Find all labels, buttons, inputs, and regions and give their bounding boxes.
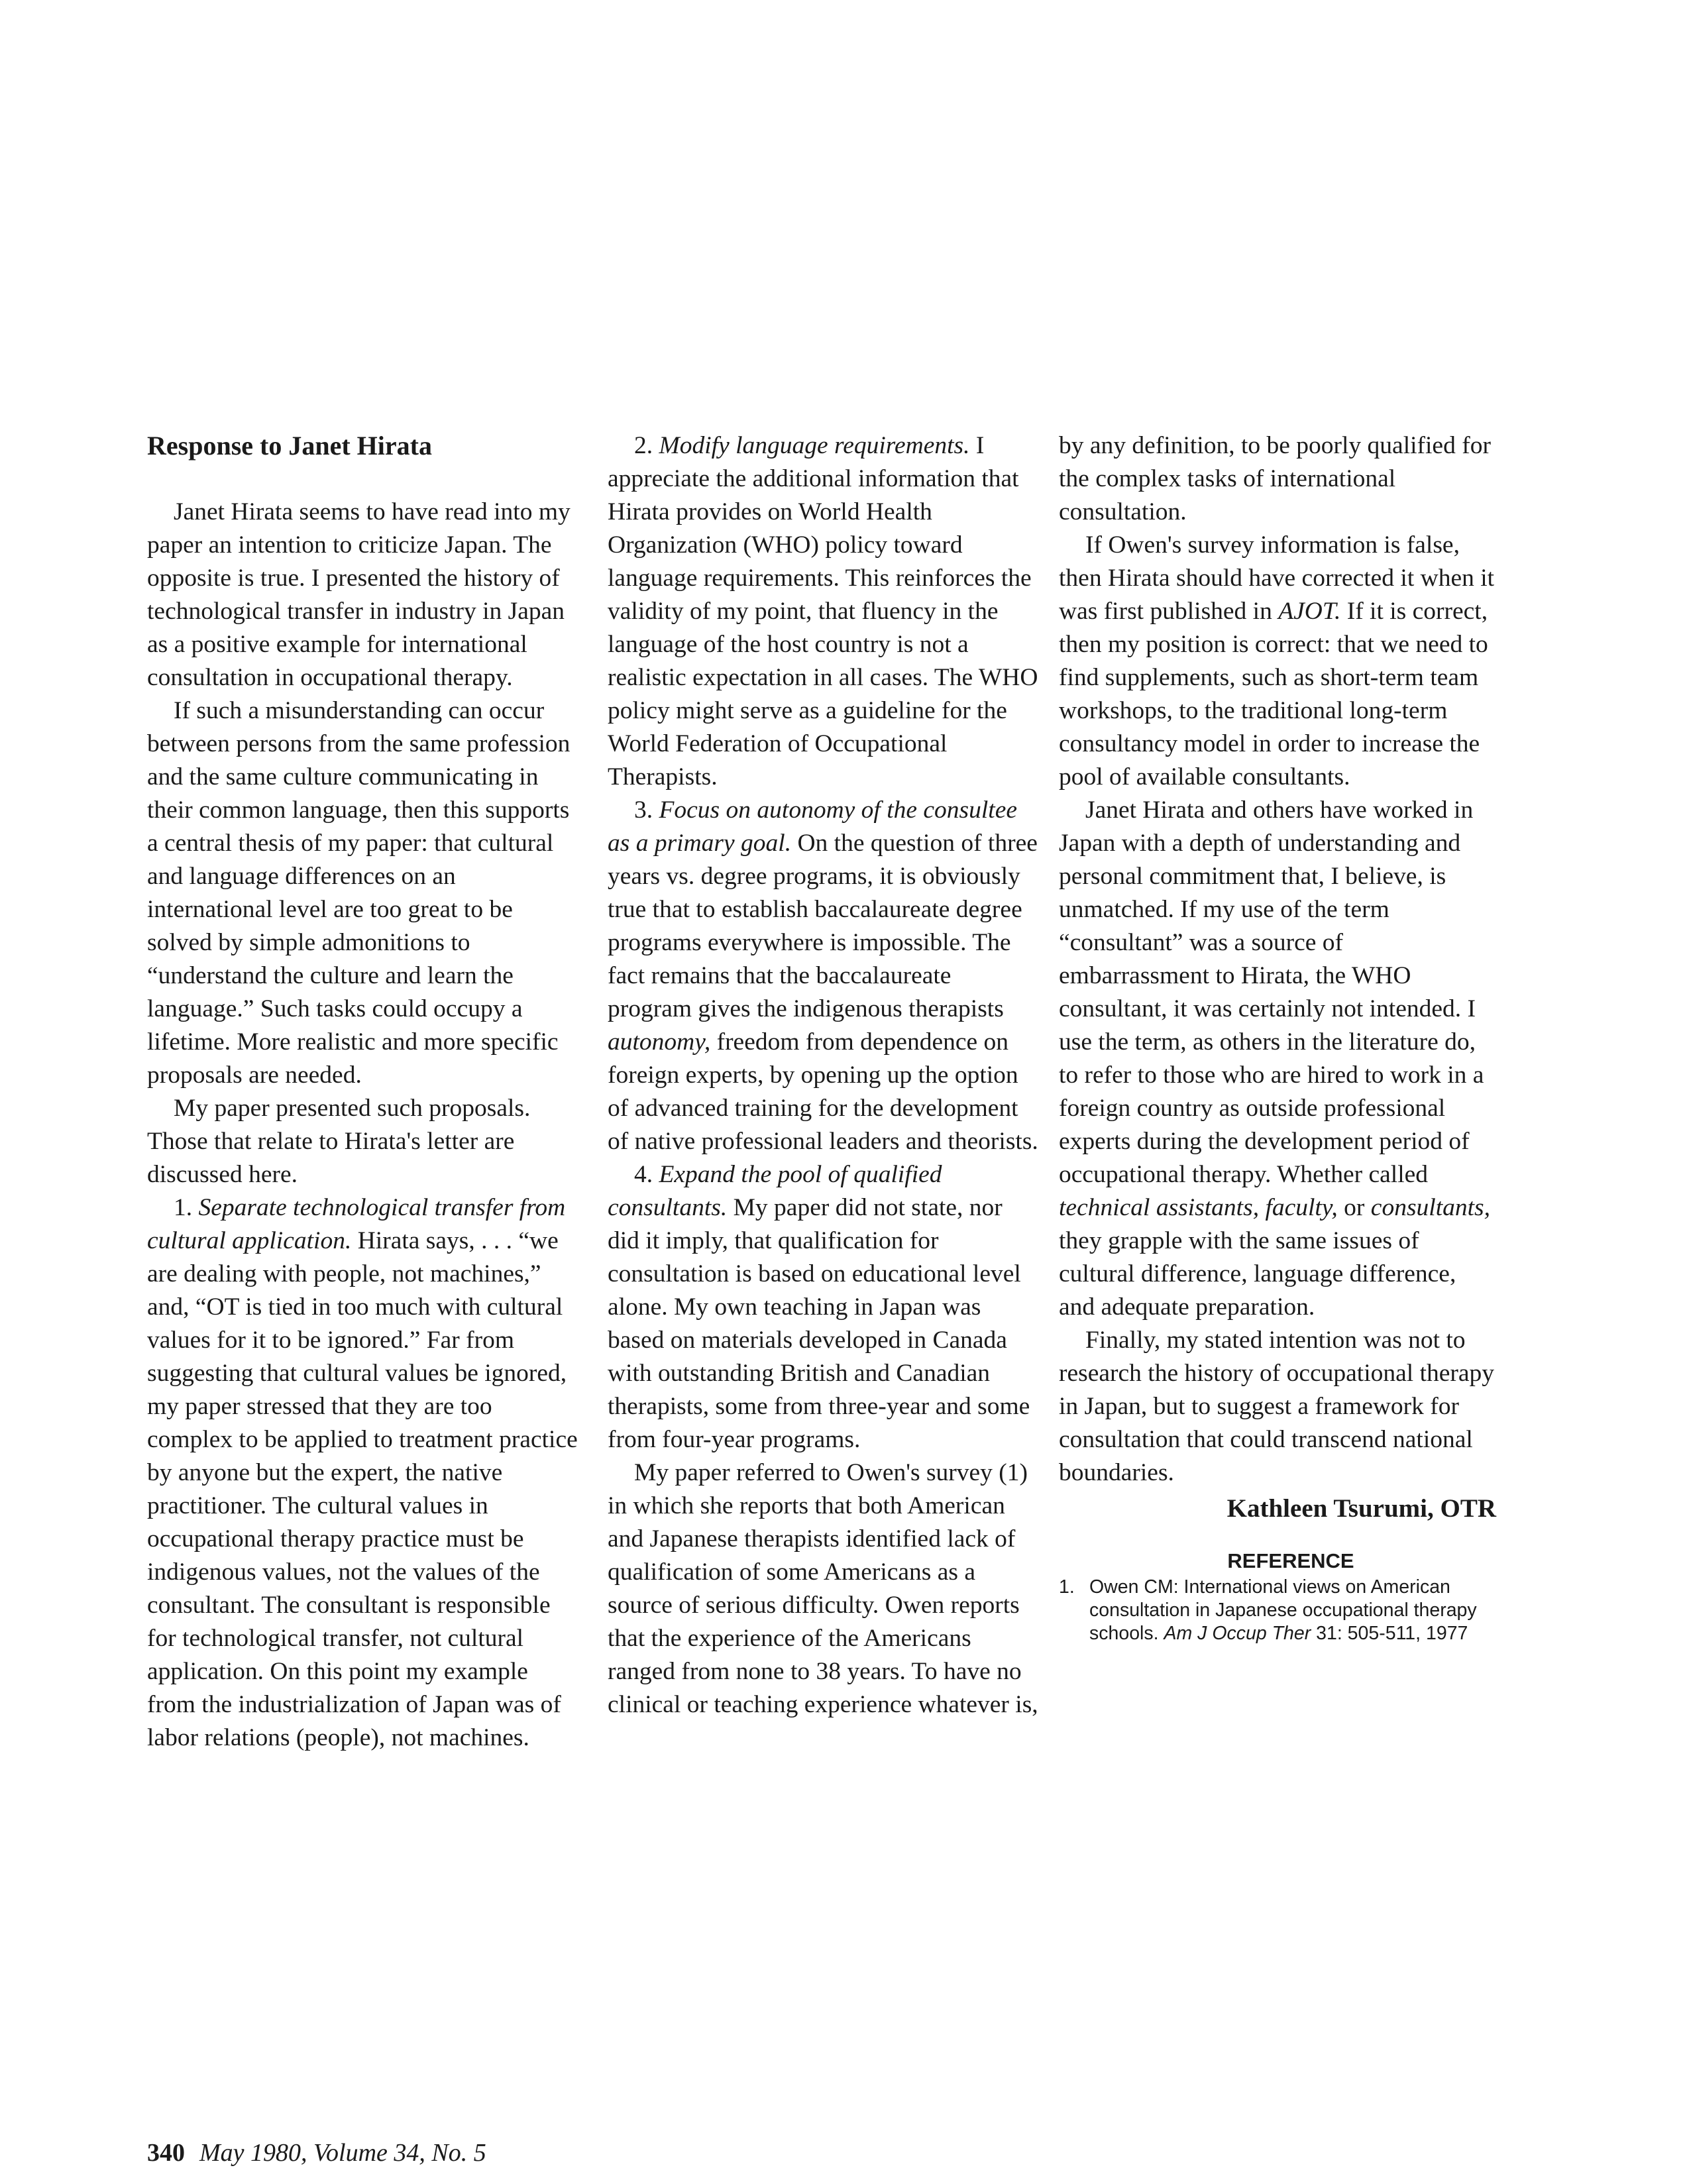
author-signature: Kathleen Tsurumi, OTR xyxy=(1226,1494,1496,1523)
emphasis: autonomy, xyxy=(608,1028,711,1056)
paragraph: Finally, my stated intention was not to research the history of occupational therapy in Japan, but to suggest a framework for consultation that could transcend national boundaries. xyxy=(1059,1327,1495,1486)
paragraph: My paper referred to Owen's survey (1) in which she reports that both American and Japanese therapists identified lack of qualification of some Americans as a source of serious difficulty. Owen reports that the experience of the Americans ranged from none to 38 years. To have no clinical or teaching experience whatever is, xyxy=(608,1459,1038,1718)
point-body: freedom from dependence on foreign experts, by opening up the option of advanced training for the development of native professional leaders and theorists. xyxy=(608,1028,1038,1155)
reference-item xyxy=(1059,1576,1496,1645)
paragraph: My paper presented such proposals. Those that relate to Hirata's letter are discussed here. xyxy=(147,1095,531,1188)
column-3 xyxy=(1059,429,1496,1645)
point-number: 4. xyxy=(634,1161,653,1188)
point-title: Modify language requirements. xyxy=(659,432,970,459)
emphasis: consultants, xyxy=(1370,1194,1491,1221)
point-title: Focus on autonomy of the consultee as a primary goal. xyxy=(608,796,1018,857)
reference-heading: REFERENCE xyxy=(1227,1549,1354,1572)
point-title: Expand the pool of qualified consultants. xyxy=(608,1161,942,1221)
point-number: 1. xyxy=(174,1194,193,1221)
column-2 xyxy=(608,429,1038,1721)
page-footer xyxy=(147,2138,486,2168)
emphasis: technical assistants, faculty, xyxy=(1059,1194,1338,1221)
point-body: On the question of three years vs. degree programs, it is obviously true that to establish baccalaureate degree programs everywhere is impossible. The fact remains that the baccalaureate program gives the indigenous therapists xyxy=(608,830,1038,1022)
paragraph-point-3 xyxy=(608,794,1038,1158)
paragraph: If Owen's survey information is false, then Hirata should have corrected it when it was first published in AJOT. If it is correct, then my position is correct: that we need to find supplements, such as short-term team workshops, to the traditional long-term consultancy model in order to increase the pool of available consultants. xyxy=(1059,531,1495,791)
reference-journal: Am J Occup Ther xyxy=(1164,1623,1311,1644)
point-body: I appreciate the additional information that Hirata provides on World Health Organization (WHO) policy toward language requirements. This reinforces the validity of my point, that fluency in the language of the host country is not a realistic expectation in all cases. The WHO policy might serve as a guideline for the World Federation of Occupational Therapists. xyxy=(608,432,1038,791)
point-number: 3. xyxy=(634,796,653,824)
paragraph: by any definition, to be poorly qualified for the complex tasks of international consultation. xyxy=(1059,432,1491,525)
point-body: My paper did not state, nor did it imply, that qualification for consultation is based on educational level alone. My own teaching in Japan was based on materials developed in Canada with outstanding British and Canadian therapists, some from three-year and some from four-year programs. xyxy=(608,1194,1030,1453)
page-number: 340 xyxy=(147,2139,185,2167)
journal-abbrev: AJOT. xyxy=(1278,598,1341,625)
point-body: Hirata says, . . . “we are dealing with people, not machines,” and, “OT is tied in too much with cultural values for it to be ignored.” Far from suggesting that cultural values be ignored, my paper stressed that they are too complex to be applied to treatment practice by anyone but the expert, the native practitioner. The cultural values in occupational therapy practice must be indigenous values, not the values of the consultant. The consultant is responsible for technological transfer, not cultural application. On this point my example from the industrialization of Japan was of labor relations (people), not machines. xyxy=(147,1227,578,1751)
paragraph-point-4 xyxy=(608,1158,1038,1456)
column-1 xyxy=(147,429,578,1755)
paragraph: Janet Hirata seems to have read into my paper an intention to criticize Japan. The opposite is true. I presented the history of technological transfer in industry in Japan as a positive example for international consultation in occupational therapy. xyxy=(147,498,571,691)
reference-text: Owen CM: International views on American consultation in Japanese occupational therapy schools. Am J Occup Ther 31: 505-511, 1977 xyxy=(1089,1576,1477,1644)
paragraph: If such a misunderstanding can occur between persons from the same profession and the same culture communicating in their common language, then this supports a central thesis of my paper: that cultural and language differences on an international level are too great to be solved by simple admonitions to “understand the culture and learn the language.” Such tasks could occupy a lifetime. More realistic and more specific proposals are needed. xyxy=(147,697,571,1089)
paragraph-point-1 xyxy=(147,1191,578,1755)
point-title: Separate technological transfer from cultural application. xyxy=(147,1194,566,1254)
point-number: 2. xyxy=(634,432,653,459)
paragraph: Janet Hirata and others have worked in Japan with a depth of understanding and personal commitment that, I believe, is unmatched. If my use of the term “consultant” was a source of embarrassment to Hirata, the WHO consultant, it was certainly not intended. I use the term, as others in the literature do, to refer to those who are hired to work in a foreign country as outside professional experts during the development period of occupational therapy. Whether called technical assistants, faculty, or consultants, they grapple with the same issues of cultural difference, language difference, and adequate preparation. xyxy=(1059,796,1491,1321)
reference-number: 1. xyxy=(1059,1576,1075,1598)
paragraph-point-2 xyxy=(608,429,1038,794)
issue-info: May 1980, Volume 34, No. 5 xyxy=(199,2139,486,2167)
article-heading: Response to Janet Hirata xyxy=(147,431,432,461)
